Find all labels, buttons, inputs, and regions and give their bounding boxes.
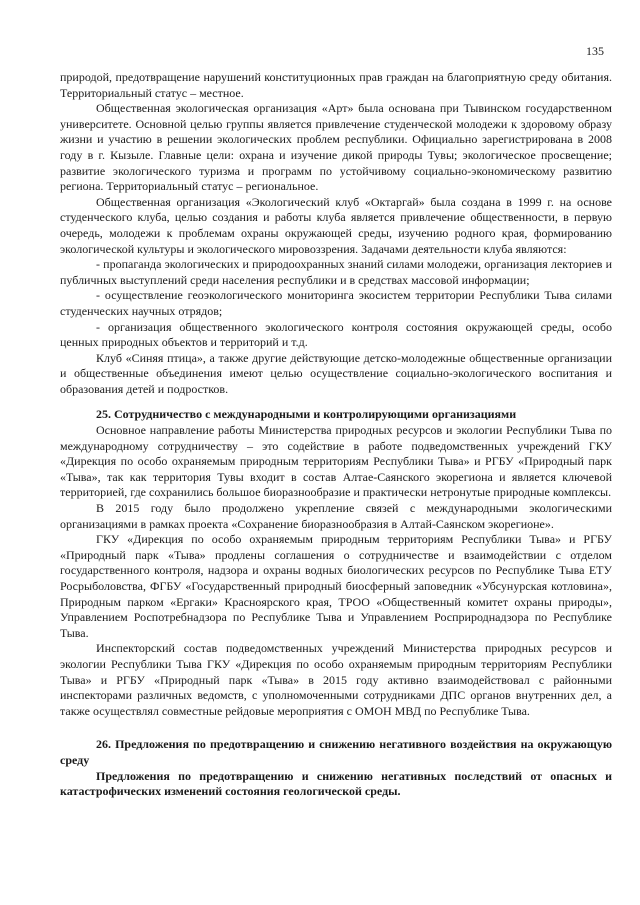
paragraph: природой, предотвращение нарушений конституционных прав граждан на благоприятную среду обитания. Территориальный статус – местное. (60, 70, 612, 100)
list-item: - осуществление геоэкологического мониторинга экосистем территории Республики Тыва силами студенческих научных отрядов; (60, 288, 612, 318)
spacer (60, 719, 612, 737)
section-heading: 26. Предложения по предотвращению и снижению негативного воздействия на окружающую среду (60, 737, 612, 767)
paragraph: В 2015 году было продолжено укрепление связей с международными экологическими организациями в рамках проекта «Сохранение биоразнообразия в Алтай-Саянском экорегионе». (60, 501, 612, 531)
list-item: - пропаганда экологических и природоохранных знаний силами молодежи, организация лекториев и публичных выступлений среди населения республики и в средствах массовой информации; (60, 257, 612, 287)
page-number: 135 (586, 44, 604, 58)
paragraph: Инспекторский состав подведомственных учреждений Министерства природных ресурсов и экологии Республики Тыва ГКУ «Дирекция по особо охраняемым природным территориям Республики Тыва» и РГБУ «Природный парк «Тыва» в 2015 году активно взаимодействовал с районными инспекторами различных ведомств, с уполномоченными сотрудниками ДПС органов внутренних дел, а также осуществлял совместные рейдовые мероприятия с ОМОН МВД по Республике Тыва. (60, 641, 612, 718)
page-body (60, 70, 612, 800)
list-item: - организация общественного экологического контроля состояния окружающей среды, особо ценных природных объектов и территорий и т.д. (60, 319, 612, 350)
paragraph: Предложения по предотвращению и снижению негативных последствий от опасных и катастрофических изменений состояния геологической среды. (60, 768, 612, 799)
spacer (60, 397, 612, 407)
paragraph: Основное направление работы Министерства природных ресурсов и экологии Республики Тыва по международному сотрудничеству – это содействие в работе подведомственных учреждений ГКУ «Дирекция по особо охраняемым природным территориям Республики Тыва» и РГБУ «Природный парк «Тыва», так как территория Тувы входит в состав Алтае-Саянского экорегиона и является ключевой территорией, где сохранились большое биоразнообразие и практически нетронутые природные комплексы. (60, 423, 612, 500)
paragraph: Клуб «Синяя птица», а также другие действующие детско-молодежные общественные организации и общественные объединения имеют целью осуществление социально-экологического воспитания и образования детей и подростков. (60, 350, 612, 396)
paragraph: Общественная организация «Экологический клуб «Октаргай» была создана в 1999 г. на основе студенческого клуба, целью создания и работы клуба является привлечение общественности, в первую очередь, молодежи к проблемам охраны окружающей среды, изучению родного края, формированию экологической культуры и экологического мировоззрения. Задачами деятельности клуба являются: (60, 194, 612, 256)
section-heading: 25. Сотрудничество с международными и контролирующими организациями (96, 407, 517, 422)
paragraph: Общественная экологическая организация «Арт» была основана при Тывинском государственном университете. Основной целью группы является привлечение студенческой молодежи к здоровому образу жизни и участию в решении экологических проблем республики. Официально зарегистрирована в 2008 году в г. Кызыле. Главные цели: охрана и изучение дикой природы Тувы; экологическое просвещение; развитие экологического туризма и программ по устойчивому социально-экономическому развитию региона. Территориальный статус – региональное. (60, 101, 612, 194)
paragraph: ГКУ «Дирекция по особо охраняемым природным территориям Республики Тыва» и РГБУ «Природный парк «Тыва» продлены соглашения о сотрудничестве и взаимодействии с отделом государственного контроля, надзора и охраны водных биологических ресурсов по Республике Тыва ЕТУ Росрыболовства, ФГБУ «Государственный природный биосферный заповедник «Убсунурская котловина», Природным парком «Ергаки» Красноярского края, ТРОО «Общественный комитет охраны природы», Управлением Роспотребнадзора по Республике Тыва и Управлением Росприроднадзора по Республике Тыва. (60, 532, 612, 640)
